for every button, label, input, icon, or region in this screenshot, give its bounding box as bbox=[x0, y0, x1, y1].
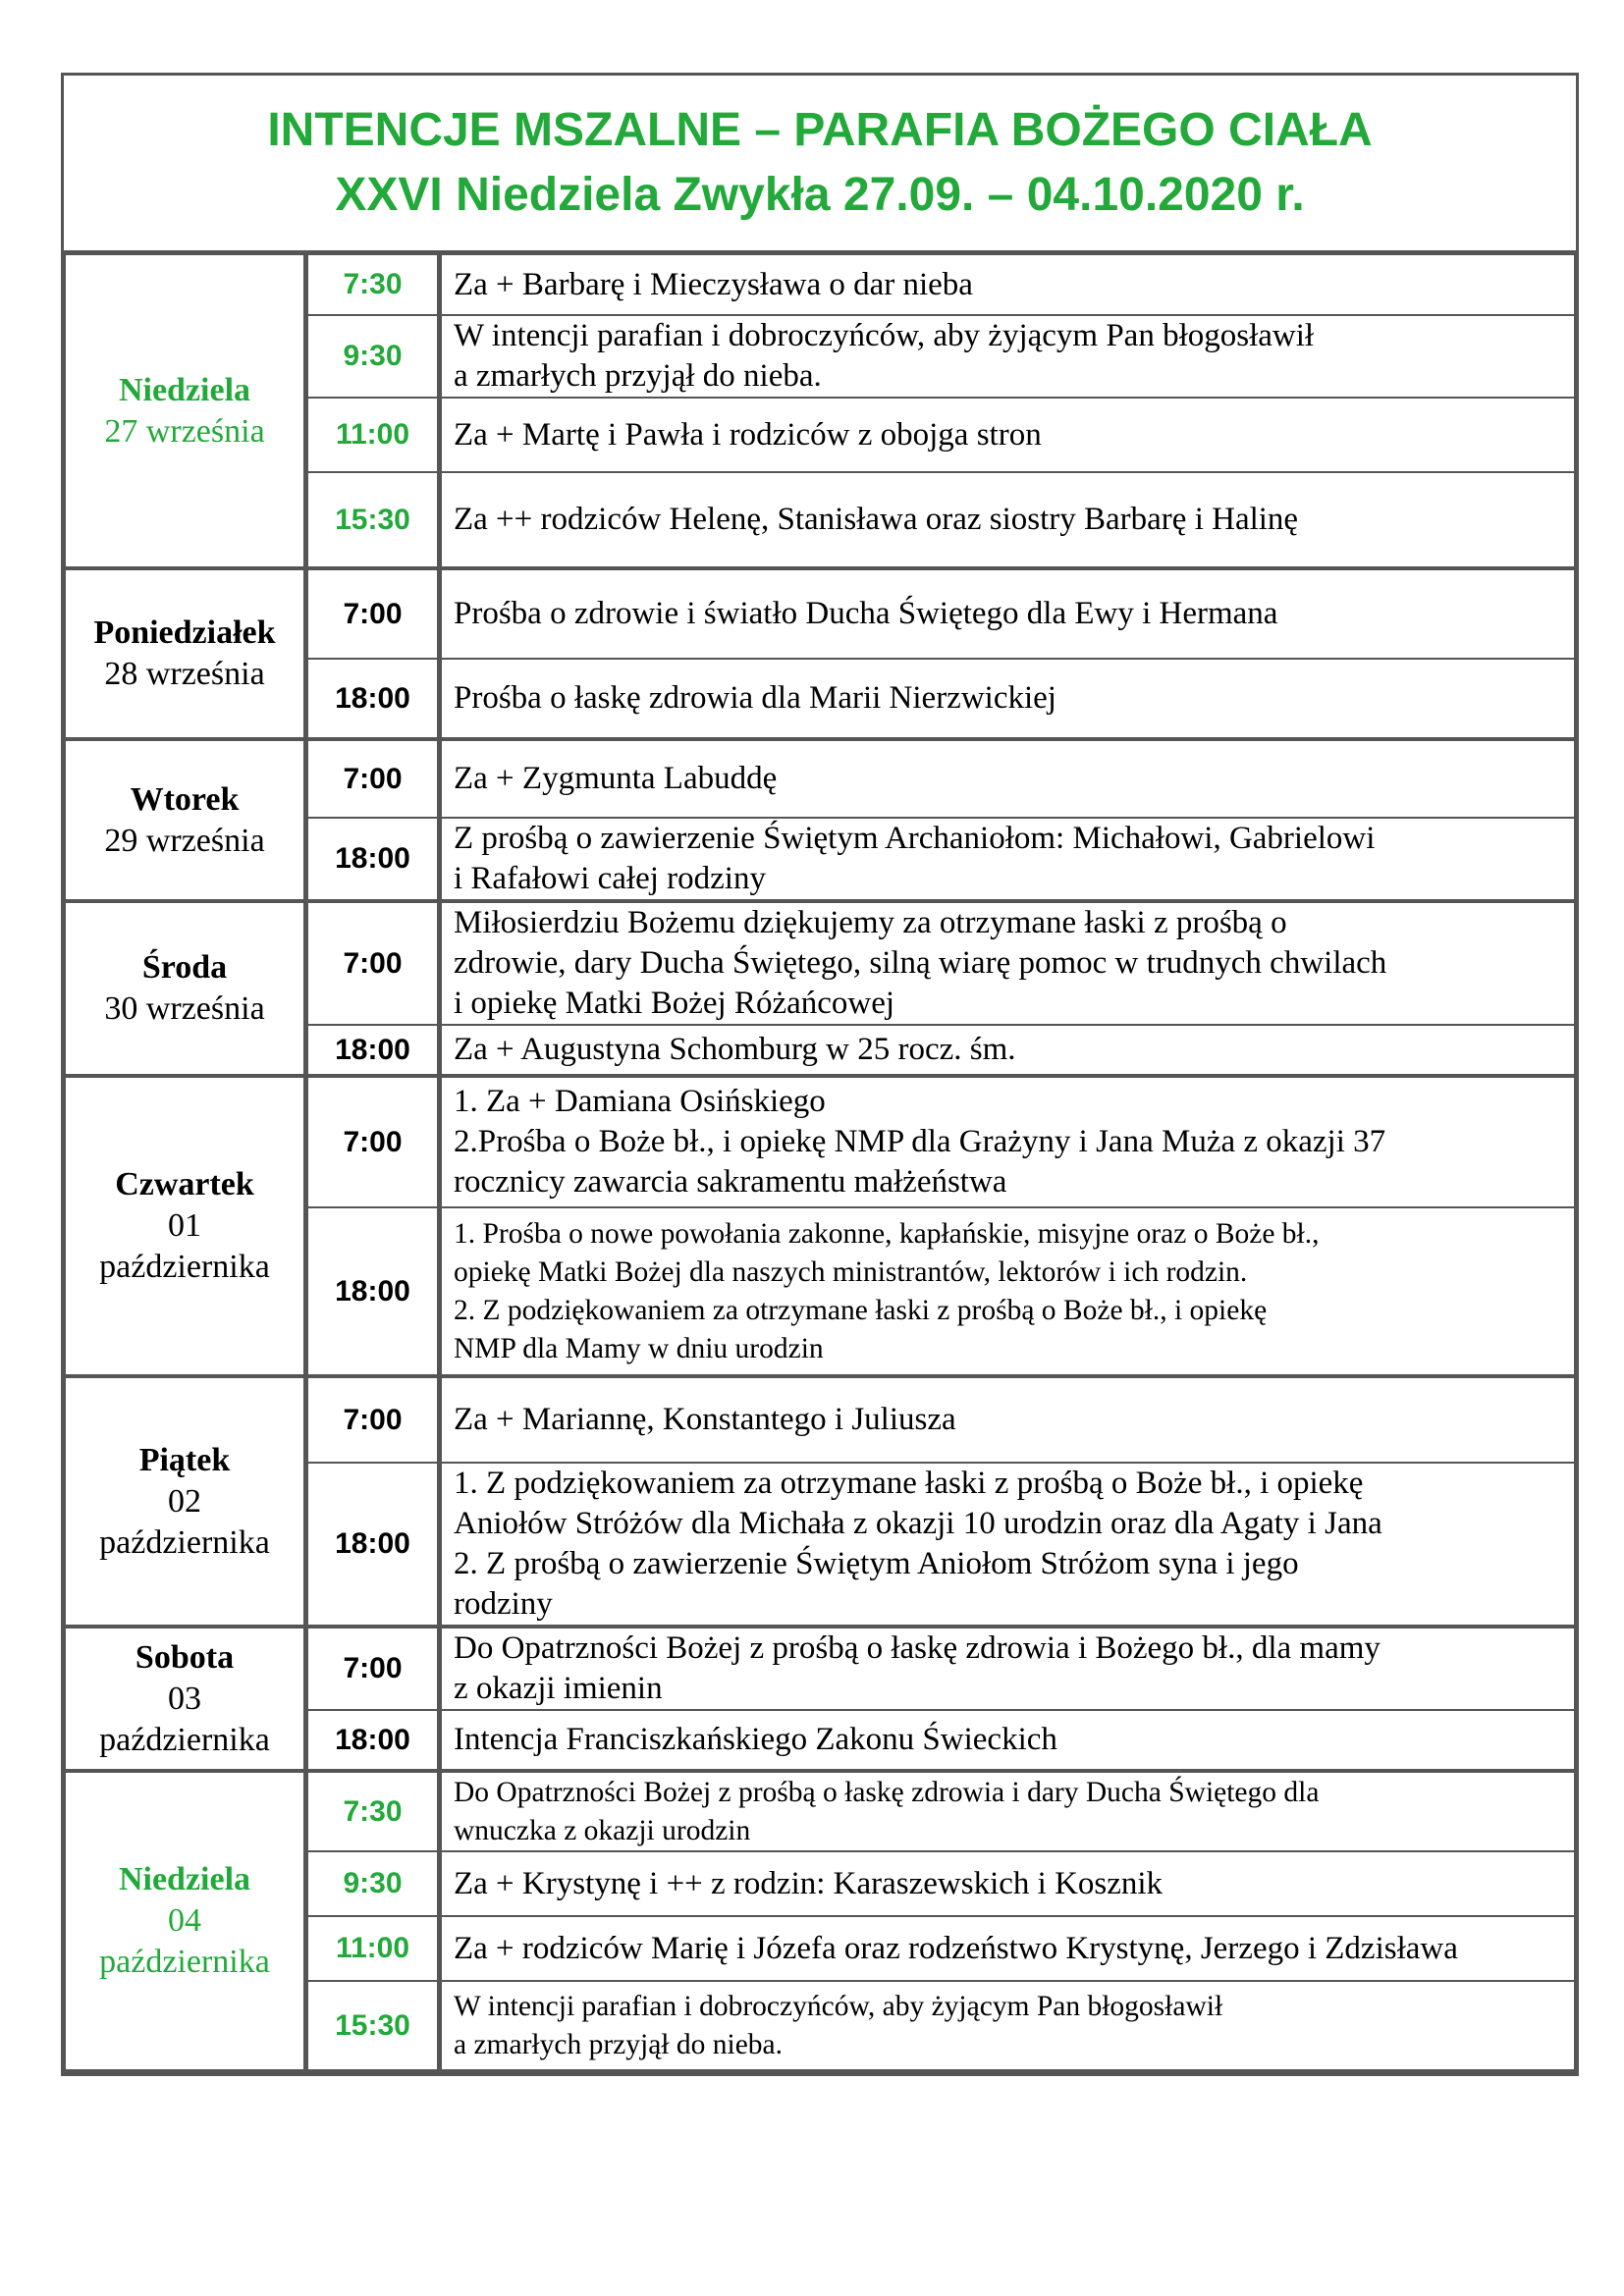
mass-row bbox=[65, 254, 1575, 315]
mass-row bbox=[65, 1376, 1575, 1463]
day-cell bbox=[65, 901, 304, 1076]
day-name: Środa bbox=[141, 949, 228, 986]
mass-time: 15:30 bbox=[304, 1981, 441, 2071]
mass-intention: Za + Barbarę i Mieczysława o dar nieba bbox=[441, 254, 1575, 315]
mass-intention: Do Opatrzności Bożej z prośbą o łaskę zdrowia i Bożego bł., dla mamy z okazji imienin bbox=[441, 1627, 1575, 1710]
day-name: Poniedziałek bbox=[93, 614, 276, 651]
mass-row bbox=[65, 568, 1575, 659]
mass-time: 18:00 bbox=[304, 1025, 441, 1076]
mass-time: 9:30 bbox=[304, 315, 441, 398]
mass-intention: Za + rodziców Marię i Józefa oraz rodzeństwo Krystynę, Jerzego i Zdzisława bbox=[441, 1916, 1575, 1981]
mass-row bbox=[65, 901, 1575, 1025]
mass-intention: Za + Mariannę, Konstantego i Juliusza bbox=[441, 1376, 1575, 1463]
day-cell bbox=[65, 1627, 304, 1771]
mass-intention: Za ++ rodziców Helenę, Stanisława oraz siostry Barbarę i Halinę bbox=[441, 472, 1575, 568]
day-name: Niedziela bbox=[118, 371, 251, 408]
day-name: Piątek bbox=[138, 1441, 231, 1478]
mass-row bbox=[65, 1627, 1575, 1710]
mass-time: 7:00 bbox=[304, 901, 441, 1025]
day-name: Sobota bbox=[135, 1638, 235, 1676]
mass-intention: Intencja Franciszkańskiego Zakonu Świeckich bbox=[441, 1710, 1575, 1771]
day-date: 04 października bbox=[99, 1902, 270, 1980]
mass-intention: Za + Krystynę i ++ z rodzin: Karaszewskich i Kosznik bbox=[441, 1851, 1575, 1916]
mass-intention: Prośba o łaskę zdrowia dla Marii Nierzwickiej bbox=[441, 659, 1575, 739]
day-cell bbox=[65, 1771, 304, 2071]
day-name: Wtorek bbox=[130, 780, 240, 818]
day-name: Czwartek bbox=[115, 1166, 254, 1202]
mass-time: 9:30 bbox=[304, 1851, 441, 1916]
mass-time: 11:00 bbox=[304, 1916, 441, 1981]
title-line-1: INTENCJE MSZALNE – PARAFIA BOŻEGO CIAŁA bbox=[267, 104, 1373, 156]
mass-intention: Miłosierdziu Bożemu dziękujemy za otrzymane łaski z prośbą o zdrowie, dary Ducha Świętego, silną wiarę pomoc w trudnych chwilach i opiekę Matki Bożej Różańcowej bbox=[441, 901, 1575, 1025]
mass-intention: Prośba o zdrowie i światło Ducha Świętego dla Ewy i Hermana bbox=[441, 568, 1575, 659]
mass-row bbox=[65, 1076, 1575, 1207]
day-date: 01 października bbox=[99, 1207, 270, 1285]
day-date: 03 października bbox=[99, 1680, 270, 1758]
day-cell bbox=[65, 568, 304, 739]
day-date: 30 września bbox=[104, 990, 265, 1027]
mass-intention: Za + Augustyna Schomburg w 25 rocz. śm. bbox=[441, 1025, 1575, 1076]
day-date: 29 września bbox=[104, 822, 265, 859]
mass-intention: 1. Za + Damiana Osińskiego 2.Prośba o Boże bł., i opiekę NMP dla Grażyny i Jana Muża z okazji 37 rocznicy zawarcia sakramentu małżeństwa bbox=[441, 1076, 1575, 1207]
mass-intention: W intencji parafian i dobroczyńców, aby żyjącym Pan błogosławił a zmarłych przyjął do nieba. bbox=[441, 1981, 1575, 2071]
mass-time: 7:00 bbox=[304, 1627, 441, 1710]
mass-time: 7:00 bbox=[304, 739, 441, 818]
mass-time: 7:30 bbox=[304, 254, 441, 315]
day-date: 27 września bbox=[104, 412, 265, 450]
mass-intentions-sheet bbox=[61, 73, 1579, 2076]
mass-intention: Za + Martę i Pawła i rodziców z obojga stron bbox=[441, 398, 1575, 472]
mass-time: 18:00 bbox=[304, 1207, 441, 1376]
document-title bbox=[64, 76, 1576, 253]
day-date: 02 października bbox=[99, 1482, 270, 1561]
mass-time: 7:00 bbox=[304, 1376, 441, 1463]
mass-intention: 1. Z podziękowaniem za otrzymane łaski z prośbą o Boże bł., i opiekę Aniołów Stróżów dla Michała z okazji 10 urodzin oraz dla Agaty i Jana 2. Z prośbą o zawierzenie Świętym Aniołom Stróżom syna i jego rodziny bbox=[441, 1463, 1575, 1627]
mass-time: 15:30 bbox=[304, 472, 441, 568]
mass-row bbox=[65, 739, 1575, 818]
intentions-table bbox=[64, 253, 1576, 2073]
mass-intention: W intencji parafian i dobroczyńców, aby żyjącym Pan błogosławił a zmarłych przyjął do nieba. bbox=[441, 315, 1575, 398]
title-line-2: XXVI Niedziela Zwykła 27.09. – 04.10.2020 r. bbox=[335, 169, 1305, 221]
mass-intention: 1. Prośba o nowe powołania zakonne, kapłańskie, misyjne oraz o Boże bł., opiekę Matki Bożej dla naszych ministrantów, lektorów i ich rodzin. 2. Z podziękowaniem za otrzymane łaski z prośbą o Boże bł., i opiekę NMP dla Mamy w dniu urodzin bbox=[441, 1207, 1575, 1376]
mass-time: 18:00 bbox=[304, 1710, 441, 1771]
mass-time: 18:00 bbox=[304, 659, 441, 739]
mass-time: 7:30 bbox=[304, 1771, 441, 1851]
day-date: 28 września bbox=[104, 656, 265, 692]
mass-time: 7:00 bbox=[304, 1076, 441, 1207]
mass-intention: Za + Zygmunta Labuddę bbox=[441, 739, 1575, 818]
mass-time: 18:00 bbox=[304, 818, 441, 901]
mass-time: 11:00 bbox=[304, 398, 441, 472]
mass-intention: Do Opatrzności Bożej z prośbą o łaskę zdrowia i dary Ducha Świętego dla wnuczka z okazji urodzin bbox=[441, 1771, 1575, 1851]
mass-row bbox=[65, 1771, 1575, 1851]
mass-time: 7:00 bbox=[304, 568, 441, 659]
mass-intention: Z prośbą o zawierzenie Świętym Archaniołom: Michałowi, Gabrielowi i Rafałowi całej rodziny bbox=[441, 818, 1575, 901]
day-cell bbox=[65, 739, 304, 901]
day-name: Niedziela bbox=[118, 1861, 251, 1897]
mass-time: 18:00 bbox=[304, 1463, 441, 1627]
day-cell bbox=[65, 254, 304, 568]
day-cell bbox=[65, 1076, 304, 1376]
day-cell bbox=[65, 1376, 304, 1627]
